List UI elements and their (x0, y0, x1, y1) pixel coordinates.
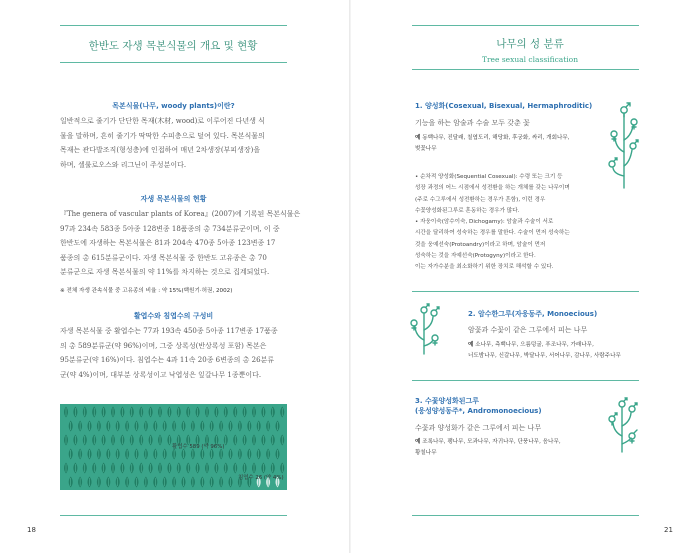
section-body-status (60, 207, 300, 280)
body-line: 자생 목본식물 중 활엽수는 77과 193속 450종 5아종 117변종 17품종 (60, 327, 278, 335)
divider-1 (412, 291, 639, 292)
example-label: 예 (415, 135, 421, 141)
title-rule-left (60, 62, 287, 63)
section-heading-ratio: 활엽수와 침엽수의 구성비 (133, 312, 214, 320)
item1-desc: 기능을 하는 암술과 수술 모두 갖춘 꽃 (415, 119, 530, 127)
tree-bisexual-icon (606, 100, 642, 190)
bottom-rule-right (412, 515, 639, 516)
item3-examples (415, 437, 561, 459)
top-rule-right (412, 25, 639, 26)
section-heading-status: 자생 목본식물의 현황 (140, 195, 207, 203)
example-label: 예 (415, 439, 421, 445)
body-line: 의 총 589분류군(약 96%)이며, 그중 상록성(반상록성 포함) 목본은 (60, 341, 267, 350)
left-page-title: 한반도 자생 목본식물의 개요 및 현황 (88, 40, 258, 52)
example-line (415, 437, 561, 448)
detail-line: 수꽃양성화된그루로 혼동하는 경우가 많다. (415, 207, 520, 214)
example-line (468, 340, 621, 351)
detail-line: (주로 수그루에서 성전환하는 경우가 흔함), 이런 경우 (415, 196, 546, 203)
example-label: 예 (468, 342, 474, 348)
item1-details (415, 172, 570, 274)
right-page-number: 21 (664, 526, 673, 534)
detail-line: 이는 자가수분을 최소화하기 위한 장치로 해석할 수 있다. (415, 264, 554, 271)
detail-line: 것을 웅예선숙(Protoandry)이라고 하며, 암술이 먼저 (415, 241, 546, 248)
body-line: 하며, 셀룰로오스와 리그닌이 주성분이다. (60, 160, 187, 169)
section-body-woody (60, 114, 265, 172)
example-line: 황칠나무 (415, 450, 437, 456)
body-line: 한반도에 자생하는 목본식물은 81과 204속 470종 5아종 123변종 17 (60, 239, 276, 248)
body-line: 물을 말하며, 흔히 줄기가 딱딱한 수피층으로 덮여 있다. 목본식물의 (60, 131, 265, 140)
detail-line: 시간을 달리하여 성숙하는 경우를 말한다. 수술이 먼저 성숙하는 (415, 230, 570, 237)
body-line: 분류군으로 자생 목본식물의 약 11%를 차지하는 것으로 집계되었다. (60, 268, 270, 277)
item2-heading: 2. 암수한그루(자웅동주, Monoecious) (468, 310, 598, 318)
tree-monoecious-icon (405, 300, 443, 356)
bottom-rule-left (60, 515, 287, 516)
endemic-note: ※ 전체 자생 관속식물 중 고유종의 비율 : 약 15%(백원기·허권, 2002) (60, 288, 233, 294)
divider-2 (412, 380, 639, 381)
right-page-title (430, 36, 630, 64)
body-line: 97과 234속 583종 5아종 128변종 18품종의 총 734분류군이며, 이 중 (60, 224, 280, 233)
body-line: 목재는 관다발조직(형성층)에 인접하여 매년 2차생장(부피생장)을 (60, 146, 261, 155)
title-rule-right (412, 69, 639, 70)
body-line: 품종의 총 615분류군이다. 자생 목본식물 중 한반도 고유종은 총 70 (60, 253, 267, 262)
conifer-label: 침엽수 26 (약 4%) (238, 475, 284, 481)
example-text: 소나무, 측백나무, 으름덩굴, 푸조나무, 가래나무, (475, 342, 594, 348)
top-rule-left (60, 25, 287, 26)
right-title-english: Tree sexual classification (481, 55, 579, 64)
item2-desc: 암꽃과 수꽃이 같은 그루에서 피는 나무 (468, 326, 588, 334)
example-text: 조록나무, 팽나무, 모과나무, 자귀나무, 단풍나무, 음나무, (422, 439, 561, 445)
detail-line: 성장 과정의 어느 시점에서 성전환을 하는 개체를 갖는 나무이며 (415, 185, 570, 192)
example-text: 동백나무, 진달래, 칠엽도리, 해당화, 후궁화, 싸리, 개회나무, (422, 135, 570, 141)
example-line (415, 133, 570, 144)
example-line: 벚꽃나무 (415, 146, 437, 152)
section-body-ratio (60, 324, 278, 382)
left-page-number: 18 (27, 526, 36, 534)
tree-andromonoecious-icon (604, 394, 640, 454)
item2-examples (468, 340, 621, 362)
item3-heading-line2: (웅성양성동주*, Andromonoecious) (415, 407, 542, 415)
section-heading-woody: 목본식물(나무, woody plants)이란? (112, 102, 235, 110)
example-line: 너도밤나무, 신갈나무, 박달나무, 서어나무, 감나무, 사람주나무 (468, 353, 621, 359)
broadleaf-label: 활엽수 589 (약 96%) (172, 444, 225, 450)
detail-line: • 순차적 양성화(Sequential Cosexual): 수령 또는 크기 등 (415, 174, 563, 180)
tree-ratio-illustration (60, 404, 287, 490)
page-gutter (349, 0, 351, 553)
detail-line: 성숙하는 것을 자예선숙(Protogyny)이라고 한다. (415, 253, 536, 260)
item3-desc: 수꽃과 양성화가 같은 그루에서 피는 나무 (415, 424, 542, 432)
item3-heading-line1: 3. 수꽃양성화된그루 (415, 397, 480, 405)
item1-heading: 1. 양성화(Cosexual, Bisexual, Hermaphroditic) (415, 102, 593, 110)
body-line: 95분류군(약 16%)이다. 침엽수는 4과 11속 20종 6변종의 총 26분류 (60, 356, 275, 365)
item3-heading (415, 396, 542, 416)
body-line: 『The genera of vascular plants of Korea』(2007)에 기록된 목본식물은 (60, 210, 301, 218)
item1-examples (415, 133, 570, 155)
right-title-korean: 나무의 성 분류 (496, 38, 564, 50)
detail-line: • 자웅이숙(암수이숙, Dichogamy): 암술과 수술이 서로 (415, 219, 554, 226)
body-line: 일반적으로 줄기가 단단한 목재(木材, wood)로 이루어진 다년생 식 (60, 117, 265, 125)
body-line: 군(약 4%)이며, 대부분 상록성이고 낙엽성은 잎갈나무 1종뿐이다. (60, 370, 262, 379)
